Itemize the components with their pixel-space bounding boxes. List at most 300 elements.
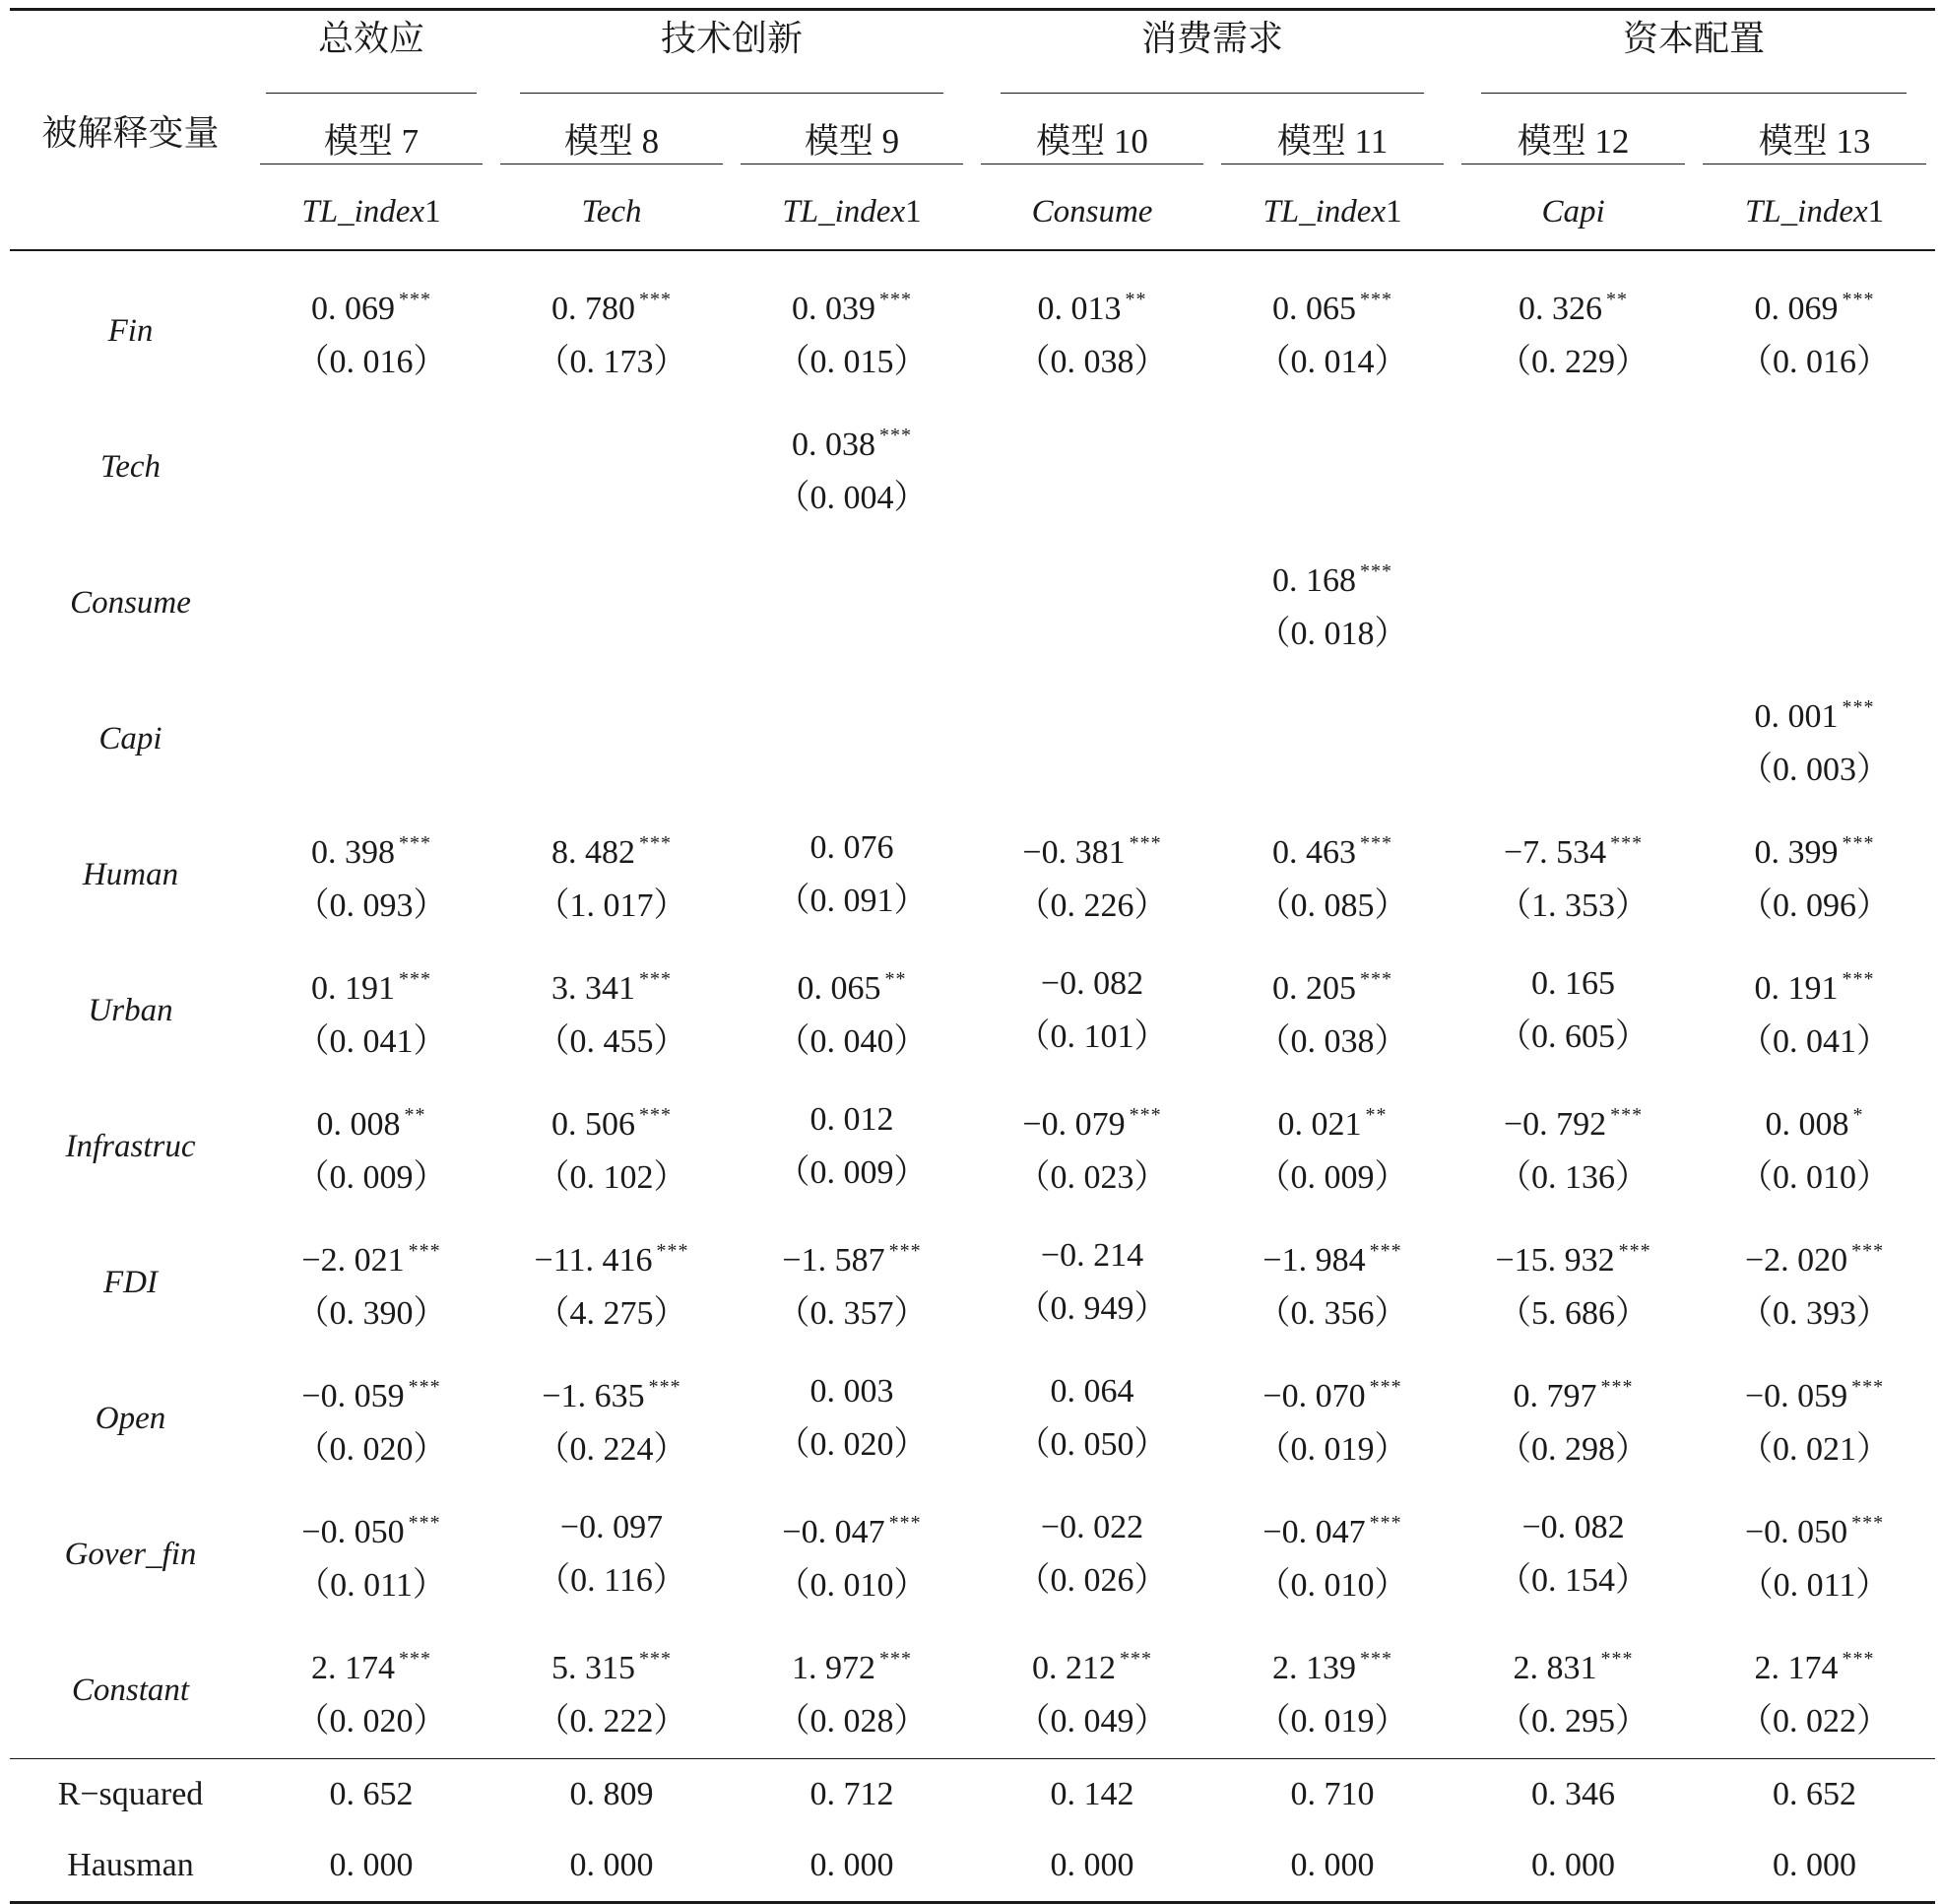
standard-error: （0. 022）	[1739, 1703, 1891, 1740]
standard-error: （0. 136）	[1498, 1159, 1650, 1196]
standard-error: （0. 041）	[1739, 1023, 1891, 1060]
significance-stars: ***	[879, 289, 912, 310]
table-row	[10, 250, 1935, 399]
standard-error: （0. 010）	[1257, 1567, 1408, 1604]
stat-value: 0. 346	[1531, 1776, 1616, 1812]
significance-stars: ***	[399, 289, 431, 310]
estimate-cell	[1212, 1486, 1453, 1622]
coefficient: 0. 191	[311, 970, 395, 1007]
significance-stars: ***	[1369, 1512, 1402, 1534]
coefficient: 0. 212	[1032, 1650, 1117, 1686]
coefficient: −7. 534	[1503, 834, 1607, 871]
significance-stars: ***	[1842, 968, 1875, 990]
significance-stars: ***	[639, 1104, 672, 1126]
coefficient: 0. 165	[1531, 965, 1616, 1002]
estimate-cell	[972, 1486, 1212, 1622]
regression-table	[10, 8, 1935, 1904]
coefficient: −0. 792	[1503, 1106, 1607, 1143]
coefficient: −11. 416	[534, 1242, 653, 1279]
coefficient: 0. 506	[551, 1106, 635, 1143]
estimate-cell	[732, 399, 972, 535]
coefficient: 0. 008	[1765, 1106, 1849, 1143]
table-row	[10, 1079, 1935, 1215]
row-label: Open	[95, 1400, 166, 1436]
coefficient: 0. 001	[1754, 698, 1839, 735]
estimate-cell	[1212, 535, 1453, 671]
significance-stars: ***	[1360, 832, 1393, 854]
significance-stars: ***	[1842, 289, 1875, 310]
coefficient: 0. 008	[316, 1106, 401, 1143]
significance-stars: ***	[1842, 832, 1875, 854]
coefficient: 3. 341	[551, 970, 635, 1007]
significance-stars: ***	[639, 289, 672, 310]
stat-row	[10, 1830, 1935, 1903]
estimate-cell	[491, 1215, 732, 1350]
stat-value: 0. 712	[809, 1776, 894, 1812]
row-label: Infrastruc	[65, 1128, 196, 1164]
standard-error: （0. 116）	[537, 1562, 686, 1599]
row-label: Human	[82, 856, 179, 892]
coefficient: −0. 070	[1262, 1378, 1366, 1414]
estimate-cell	[1212, 1350, 1453, 1486]
standard-error: （0. 173）	[536, 344, 687, 380]
standard-error: （0. 019）	[1257, 1431, 1408, 1468]
estimate-cell	[972, 1622, 1212, 1759]
estimate-cell	[1694, 1622, 1935, 1759]
standard-error: （0. 009）	[295, 1159, 447, 1196]
significance-stars: ***	[639, 1648, 672, 1670]
estimate-cell	[1694, 250, 1935, 399]
estimate-cell	[972, 671, 1212, 807]
estimate-cell	[491, 1486, 732, 1622]
significance-stars: ***	[1851, 1376, 1885, 1398]
dep-var-model-8: Tech	[581, 194, 642, 230]
stat-label: Hausman	[67, 1847, 194, 1883]
standard-error: （0. 295）	[1498, 1703, 1650, 1740]
standard-error: （0. 605）	[1498, 1018, 1650, 1055]
estimate-cell	[251, 671, 491, 807]
standard-error: （0. 049）	[1016, 1703, 1168, 1740]
estimate-cell	[251, 399, 491, 535]
standard-error: （5. 686）	[1498, 1295, 1650, 1332]
standard-error: （0. 021）	[1739, 1431, 1891, 1468]
standard-error: （1. 017）	[536, 887, 687, 924]
estimate-cell	[732, 1486, 972, 1622]
estimate-cell	[1212, 1079, 1453, 1215]
coefficient: −0. 050	[1744, 1514, 1848, 1550]
significance-stars: ***	[408, 1512, 441, 1534]
standard-error: （0. 010）	[1739, 1159, 1891, 1196]
estimate-cell	[1212, 671, 1453, 807]
group-header-row	[10, 10, 1935, 103]
table-row	[10, 671, 1935, 807]
significance-stars: *	[1852, 1104, 1864, 1126]
coefficient: 0. 065	[1272, 291, 1357, 327]
coefficient: 0. 191	[1754, 970, 1839, 1007]
significance-stars: ***	[399, 1648, 431, 1670]
estimate-cell	[1453, 1622, 1694, 1759]
standard-error: （0. 229）	[1498, 344, 1650, 380]
estimate-cell	[732, 943, 972, 1079]
stat-value: 0. 000	[1290, 1847, 1375, 1883]
model-header-13: 模型 13	[1694, 102, 1935, 175]
standard-error: （0. 040）	[776, 1023, 928, 1060]
significance-stars: ***	[888, 1240, 922, 1262]
standard-error: （0. 101）	[1016, 1018, 1168, 1055]
stat-value: 0. 000	[1050, 1847, 1134, 1883]
standard-error: （0. 015）	[776, 344, 928, 380]
standard-error: （0. 356）	[1257, 1295, 1408, 1332]
significance-stars: ***	[1360, 289, 1393, 310]
coefficient: −0. 097	[559, 1509, 664, 1545]
estimate-cell	[1212, 250, 1453, 399]
significance-stars: ***	[1610, 832, 1644, 854]
estimate-cell	[251, 1486, 491, 1622]
estimate-cell	[972, 535, 1212, 671]
standard-error: （0. 085）	[1257, 887, 1408, 924]
standard-error: （0. 020）	[295, 1703, 447, 1740]
coefficient: −1. 635	[542, 1378, 645, 1414]
model-header-12: 模型 12	[1453, 102, 1694, 175]
coefficient: −0. 082	[1040, 965, 1144, 1002]
standard-error: （0. 041）	[295, 1023, 447, 1060]
coefficient: 0. 003	[809, 1373, 894, 1410]
significance-stars: **	[1125, 289, 1147, 310]
significance-stars: ***	[1600, 1376, 1634, 1398]
model-header-7: 模型 7	[251, 102, 491, 175]
standard-error: （0. 010）	[776, 1567, 928, 1604]
estimate-cell	[732, 535, 972, 671]
standard-error: （0. 949）	[1016, 1290, 1168, 1327]
coefficient: −0. 082	[1521, 1509, 1625, 1545]
estimate-cell	[972, 1215, 1212, 1350]
estimate-cell	[1212, 1215, 1453, 1350]
coefficient: −0. 047	[1262, 1514, 1366, 1550]
significance-stars: ***	[879, 425, 912, 446]
significance-stars: ***	[1120, 1648, 1153, 1670]
significance-stars: ***	[1129, 1104, 1162, 1126]
coefficient: −0. 079	[1022, 1106, 1126, 1143]
coefficient: 0. 399	[1754, 834, 1839, 871]
model-header-10: 模型 10	[972, 102, 1212, 175]
significance-stars: ***	[1129, 832, 1162, 854]
coefficient: 0. 065	[797, 970, 881, 1007]
estimate-cell	[251, 807, 491, 943]
coefficient: 0. 780	[551, 291, 635, 327]
standard-error: （0. 050）	[1016, 1426, 1168, 1463]
standard-error: （0. 096）	[1739, 887, 1891, 924]
table-row	[10, 943, 1935, 1079]
estimate-cell	[1453, 1486, 1694, 1622]
coefficient: −0. 059	[1744, 1378, 1848, 1414]
row-label: Capi	[98, 720, 162, 756]
significance-stars: ***	[1369, 1376, 1402, 1398]
model-header-9: 模型 9	[732, 102, 972, 175]
coefficient: 2. 174	[311, 1650, 395, 1686]
significance-stars: ***	[1600, 1648, 1634, 1670]
group-header-tech-innovation: 技术创新	[491, 10, 972, 103]
significance-stars: ***	[879, 1648, 912, 1670]
dep-var-model-12: Capi	[1541, 194, 1605, 230]
dependent-variable-header: 被解释变量	[41, 112, 220, 153]
significance-stars: ***	[639, 968, 672, 990]
standard-error: （0. 020）	[295, 1431, 447, 1468]
coefficient: 0. 205	[1272, 970, 1357, 1007]
coefficient: 1. 972	[792, 1650, 875, 1686]
significance-stars: ***	[1851, 1512, 1885, 1534]
standard-error: （0. 224）	[536, 1431, 687, 1468]
dep-var-model-13: TL_index1	[1744, 194, 1885, 230]
estimate-cell	[491, 807, 732, 943]
coefficient: 2. 174	[1754, 1650, 1839, 1686]
coefficient: 8. 482	[551, 834, 635, 871]
coefficient: 0. 076	[809, 829, 894, 866]
coefficient: 2. 139	[1272, 1650, 1357, 1686]
standard-error: （0. 026）	[1016, 1562, 1168, 1599]
estimate-cell	[1453, 943, 1694, 1079]
standard-error: （0. 390）	[295, 1295, 447, 1332]
group-header-total-effect: 总效应	[251, 10, 491, 103]
coefficient: −0. 050	[301, 1514, 405, 1550]
dependent-variable-row	[10, 175, 1935, 250]
standard-error: （0. 009）	[776, 1154, 928, 1191]
significance-stars: ***	[1360, 968, 1393, 990]
estimate-cell	[972, 250, 1212, 399]
estimate-cell	[1212, 807, 1453, 943]
dep-var-model-10: Consume	[1031, 194, 1153, 230]
table-row	[10, 1622, 1935, 1759]
coefficient: 0. 069	[311, 291, 395, 327]
stat-value: 0. 652	[1773, 1776, 1857, 1812]
estimate-cell	[491, 1350, 732, 1486]
row-label: Tech	[99, 448, 162, 485]
standard-error: （0. 020）	[776, 1426, 928, 1463]
stat-value: 0. 142	[1050, 1776, 1134, 1812]
row-label: Urban	[88, 992, 173, 1028]
coefficient: 0. 398	[311, 834, 395, 871]
significance-stars: ***	[656, 1240, 689, 1262]
coefficient: −1. 984	[1262, 1242, 1366, 1279]
estimate-cell	[251, 1350, 491, 1486]
coefficient: −0. 214	[1040, 1237, 1144, 1274]
standard-error: （0. 222）	[536, 1703, 687, 1740]
coefficient: −0. 381	[1022, 834, 1126, 871]
model-header-8: 模型 8	[491, 102, 732, 175]
standard-error: （0. 455）	[536, 1023, 687, 1060]
estimate-cell	[251, 1622, 491, 1759]
table-row	[10, 807, 1935, 943]
significance-stars: **	[404, 1104, 426, 1126]
group-header-capital-allocation: 资本配置	[1453, 10, 1935, 103]
significance-stars: ***	[1618, 1240, 1651, 1262]
standard-error: （0. 093）	[295, 887, 447, 924]
estimate-cell	[1453, 250, 1694, 399]
standard-error: （0. 016）	[295, 344, 447, 380]
coefficient: 0. 039	[792, 291, 875, 327]
estimate-cell	[251, 1079, 491, 1215]
stat-value: 0. 809	[569, 1776, 654, 1812]
standard-error: （0. 393）	[1739, 1295, 1891, 1332]
estimate-cell	[732, 1215, 972, 1350]
estimate-cell	[251, 1215, 491, 1350]
group-header-consumption-demand: 消费需求	[972, 10, 1453, 103]
standard-error: （0. 038）	[1257, 1023, 1408, 1060]
model-header-row	[10, 102, 1935, 175]
standard-error: （0. 014）	[1257, 344, 1408, 380]
standard-error: （0. 018）	[1257, 616, 1408, 652]
standard-error: （0. 003）	[1739, 752, 1891, 788]
table-row	[10, 1215, 1935, 1350]
significance-stars: ***	[399, 832, 431, 854]
significance-stars: **	[884, 968, 907, 990]
significance-stars: ***	[1360, 1648, 1393, 1670]
standard-error: （0. 009）	[1257, 1159, 1408, 1196]
standard-error: （0. 016）	[1739, 344, 1891, 380]
row-label: Constant	[71, 1672, 190, 1708]
significance-stars: ***	[408, 1240, 441, 1262]
standard-error: （0. 091）	[776, 883, 928, 919]
coefficient: 0. 069	[1754, 291, 1839, 327]
significance-stars: ***	[1842, 1648, 1875, 1670]
estimate-cell	[1694, 1079, 1935, 1215]
significance-stars: ***	[648, 1376, 681, 1398]
coefficient: 0. 168	[1272, 562, 1357, 599]
stat-value: 0. 000	[329, 1847, 414, 1883]
standard-error: （0. 023）	[1016, 1159, 1168, 1196]
estimate-cell	[491, 1622, 732, 1759]
estimate-cell	[1694, 1350, 1935, 1486]
estimate-cell	[1212, 399, 1453, 535]
coefficient: 2. 831	[1513, 1650, 1597, 1686]
significance-stars: **	[1606, 289, 1629, 310]
coefficient: 0. 012	[809, 1101, 894, 1138]
standard-error: （1. 353）	[1498, 887, 1650, 924]
coefficient: 5. 315	[551, 1650, 635, 1686]
estimate-cell	[491, 399, 732, 535]
coefficient: −2. 021	[301, 1242, 405, 1279]
table-row	[10, 535, 1935, 671]
standard-error: （0. 011）	[1739, 1567, 1890, 1604]
row-label: Gover_fin	[64, 1536, 197, 1572]
significance-stars: ***	[408, 1376, 441, 1398]
estimate-cell	[972, 1350, 1212, 1486]
coefficient: 0. 797	[1513, 1378, 1597, 1414]
estimate-cell	[732, 1079, 972, 1215]
stat-value: 0. 710	[1290, 1776, 1375, 1812]
estimate-cell	[1453, 1350, 1694, 1486]
significance-stars: ***	[1610, 1104, 1644, 1126]
significance-stars: ***	[399, 968, 431, 990]
coefficient: 0. 326	[1519, 291, 1603, 327]
significance-stars: ***	[1360, 560, 1393, 582]
standard-error: （0. 019）	[1257, 1703, 1408, 1740]
model-header-11: 模型 11	[1212, 102, 1453, 175]
stat-label: R−squared	[57, 1776, 204, 1812]
standard-error: （0. 028）	[776, 1703, 928, 1740]
significance-stars: ***	[1369, 1240, 1402, 1262]
estimate-cell	[972, 807, 1212, 943]
estimate-cell	[251, 250, 491, 399]
estimate-cell	[1212, 943, 1453, 1079]
standard-error: （0. 004）	[776, 480, 928, 516]
estimate-cell	[1694, 535, 1935, 671]
stat-value: 0. 000	[569, 1847, 654, 1883]
standard-error: （0. 357）	[776, 1295, 928, 1332]
standard-error: （0. 226）	[1016, 887, 1168, 924]
estimate-cell	[1694, 399, 1935, 535]
estimate-cell	[972, 1079, 1212, 1215]
estimate-cell	[491, 250, 732, 399]
estimate-cell	[1453, 807, 1694, 943]
coefficient: −0. 059	[301, 1378, 405, 1414]
row-label: FDI	[103, 1264, 158, 1300]
coefficient: 0. 013	[1037, 291, 1122, 327]
table-row	[10, 1486, 1935, 1622]
coefficient: 0. 064	[1050, 1373, 1134, 1410]
coefficient: −15. 932	[1495, 1242, 1615, 1279]
stat-value: 0. 652	[329, 1776, 414, 1812]
estimate-cell	[1694, 807, 1935, 943]
estimate-cell	[1694, 1215, 1935, 1350]
estimate-cell	[1453, 399, 1694, 535]
significance-stars: ***	[639, 832, 672, 854]
estimate-cell	[972, 943, 1212, 1079]
dep-var-model-7: TL_index1	[301, 194, 441, 230]
standard-error: （0. 298）	[1498, 1431, 1650, 1468]
dep-var-model-9: TL_index1	[782, 194, 922, 230]
standard-error: （4. 275）	[536, 1295, 687, 1332]
dep-var-model-11: TL_index1	[1262, 194, 1402, 230]
coefficient: 0. 038	[792, 427, 875, 463]
table-row	[10, 1350, 1935, 1486]
estimate-cell	[491, 671, 732, 807]
estimate-cell	[491, 1079, 732, 1215]
coefficient: −2. 020	[1744, 1242, 1848, 1279]
stat-value: 0. 000	[1773, 1847, 1857, 1883]
estimate-cell	[1453, 671, 1694, 807]
significance-stars: **	[1365, 1104, 1388, 1126]
estimate-cell	[1453, 1079, 1694, 1215]
estimate-cell	[732, 1622, 972, 1759]
coefficient: 0. 021	[1277, 1106, 1362, 1143]
estimate-cell	[1453, 1215, 1694, 1350]
estimate-cell	[491, 943, 732, 1079]
stat-row	[10, 1759, 1935, 1831]
table-row	[10, 399, 1935, 535]
estimate-cell	[732, 250, 972, 399]
coefficient: −0. 047	[782, 1514, 885, 1550]
estimate-cell	[491, 535, 732, 671]
significance-stars: ***	[888, 1512, 922, 1534]
standard-error: （0. 011）	[296, 1567, 446, 1604]
estimate-cell	[732, 1350, 972, 1486]
row-label: Consume	[70, 584, 191, 621]
standard-error: （0. 038）	[1016, 344, 1168, 380]
estimate-cell	[1694, 671, 1935, 807]
estimate-cell	[1453, 535, 1694, 671]
coefficient: −1. 587	[782, 1242, 885, 1279]
coefficient: −0. 022	[1040, 1509, 1144, 1545]
coefficient: 0. 463	[1272, 834, 1357, 871]
estimate-cell	[251, 535, 491, 671]
estimate-cell	[972, 399, 1212, 535]
significance-stars: ***	[1842, 696, 1875, 718]
estimate-cell	[1694, 1486, 1935, 1622]
row-label: Fin	[107, 312, 154, 349]
standard-error: （0. 154）	[1498, 1562, 1650, 1599]
standard-error: （0. 102）	[536, 1159, 687, 1196]
estimate-cell	[1212, 1622, 1453, 1759]
